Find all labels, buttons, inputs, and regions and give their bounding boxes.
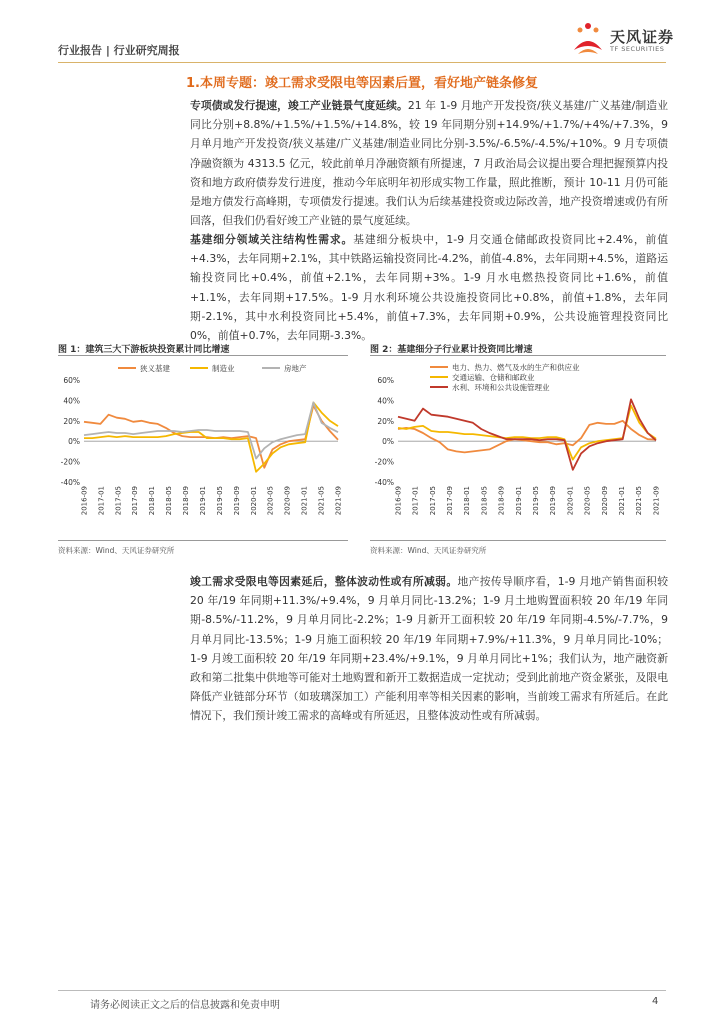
series-line-2 — [398, 406, 656, 460]
y-tick-label: -40% — [374, 478, 394, 487]
x-tick-label: 2021-05 — [317, 486, 326, 516]
logo-subtext: TF SECURITIES — [610, 45, 665, 53]
legend-label-3: 水利、环境和公共设施管理业 — [452, 383, 550, 392]
paragraph-3-text: 地产按传导顺序看，1-9 月地产销售面积较 20 年/19 年同期+11.3%/+9.4%，9 月单月同比-13.2%；1-9 月土地购置面积较 20 年/19 年同期-8.5%/-11.2%，9 月单月同比-2.2%；1-9 月新开工面积较 20 年/19 年同期-4.5%/-7.7%，9 月单月同比-13.5%；1-9 月施工面积较 20 年/19 年同期+7.9%/+11.3%，9 月单月同比-10%；1-9 月竣工面积较 20 年/19 年同期+23.4%/+9.1%，9 月单月同比+1%；我们认为，地产融资新政和第二批集中供地等可能对土地购置和新开工数据造成一定扰动；受到此前地产资金紧张，及限电降低产业链部分环节（如玻璃深加工）产能利用率等相关因素的影响，当前竣工需求有所延后。在此情况下，我们预计竣工需求的高峰或有所延迟，且整体波动性或有所减弱。 — [190, 575, 668, 723]
x-tick-label: 2019-09 — [232, 486, 241, 516]
x-tick-label: 2018-05 — [480, 486, 489, 516]
paragraph-3 — [190, 572, 668, 726]
x-tick-label: 2018-05 — [165, 486, 174, 516]
legend-label-1: 电力、热力、燃气及水的生产和供应业 — [452, 363, 580, 372]
figure-1-bottom-rule — [58, 540, 348, 541]
x-tick-label: 2020-01 — [249, 486, 258, 516]
figure-1-chart — [58, 358, 348, 538]
y-tick-label: 60% — [63, 376, 80, 385]
x-tick-label: 2017-05 — [114, 486, 123, 516]
figure-2-chart — [368, 358, 666, 538]
figure-1-rule — [58, 355, 348, 356]
figure-1-source: 资料来源：Wind、天风证券研究所 — [58, 546, 175, 555]
x-tick-label: 2016-09 — [80, 486, 89, 516]
x-tick-label: 2017-09 — [446, 486, 455, 516]
x-tick-label: 2020-09 — [600, 486, 609, 516]
x-tick-label: 2018-01 — [463, 486, 472, 516]
x-tick-label: 2019-01 — [514, 486, 523, 516]
y-tick-label: -40% — [60, 478, 80, 487]
y-tick-label: 40% — [377, 396, 394, 406]
paragraph-2 — [190, 230, 668, 345]
figure-1-title: 图 1：建筑三大下游板块投资累计同比增速 — [58, 345, 230, 355]
logo-icon — [566, 20, 610, 60]
y-tick-label: -20% — [374, 457, 394, 467]
x-tick-label: 2019-01 — [198, 486, 207, 516]
x-tick-label: 2018-09 — [182, 486, 191, 516]
figure-2-rule — [370, 355, 666, 356]
x-tick-label: 2018-01 — [148, 486, 157, 516]
x-tick-label: 2017-09 — [131, 486, 140, 516]
figure-2-bottom-rule — [370, 540, 666, 541]
x-tick-label: 2019-05 — [532, 486, 541, 516]
x-tick-label: 2021-09 — [334, 486, 343, 516]
x-tick-label: 2017-01 — [97, 486, 106, 516]
legend-label-1: 狭义基建 — [140, 364, 170, 373]
series-line-3 — [84, 402, 338, 458]
legend-label-2: 交通运输、仓储和邮政业 — [452, 373, 535, 382]
legend-label-2: 制造业 — [212, 364, 235, 373]
series-line-1 — [398, 421, 656, 453]
x-tick-label: 2021-05 — [635, 486, 644, 516]
footer-divider — [58, 990, 666, 991]
x-tick-label: 2021-09 — [652, 486, 661, 516]
page-number: 4 — [652, 996, 659, 1007]
y-tick-label: 60% — [377, 376, 394, 385]
x-tick-label: 2020-05 — [583, 486, 592, 516]
x-tick-label: 2020-05 — [266, 486, 275, 516]
x-tick-label: 2020-09 — [283, 486, 292, 516]
x-tick-label: 2021-01 — [618, 486, 627, 516]
header-divider — [58, 62, 666, 63]
paragraph-3-lead: 竣工需求受限电等因素延后，整体波动性或有所减弱。 — [190, 575, 458, 588]
y-tick-label: 0% — [382, 437, 394, 447]
paragraph-1 — [190, 96, 668, 230]
y-tick-label: 20% — [377, 416, 394, 426]
x-tick-label: 2017-05 — [428, 486, 437, 516]
x-tick-label: 2017-01 — [411, 486, 420, 516]
paragraph-2-text: 基建细分板块中，1-9 月交通仓储邮政投资同比+2.4%，前值+4.3%，去年同期+2.1%，其中铁路运输投资同比-4.2%，前值-4.8%，去年同期+4.5%，道路运输投资同比+0.4%，前值+2.1%，去年同期+3%。1-9 月水电燃热投资同比+1.6%，前值+1.1%，去年同期+17.5%。1-9 月水利环境公共设施投资同比+0.8%，前值+1.8%，去年同期-2.1%，其中水利投资同比+5.4%，前值+7.3%，去年同期+0.9%，公共设施管理投资同比 0%，前值+0.7%，去年同期-3.3%。 — [190, 233, 669, 343]
section-title: 1.本周专题：竣工需求受限电等因素后置，看好地产链条修复 — [186, 76, 538, 91]
paragraph-2-lead: 基建细分领域关注结构性需求。 — [190, 233, 354, 246]
x-tick-label: 2018-09 — [497, 486, 506, 516]
x-tick-label: 2021-01 — [300, 486, 309, 516]
paragraph-1-text: 21 年 1-9 月地产开发投资/狭义基建/广义基建/制造业同比分别+8.8%/+1.5%/+1.5%/+14.8%，较 19 年同期分别+14.9%/+1.7%/+4%/+7.3%，9 月单月地产开发投资/狭义基建/广义基建/制造业同比分别-3.5%/-6.5%/-4.5%/+10%。9 月专项债净融资额为 4313.5 亿元，较此前单月净融资额有所提速，7 月政治局会议提出要合理把握预算内投资和地方政府债券发行进度，推动今年底明年初形成实物工作量，照此推断，预计 10-11 月仍可能是地方债发行高峰期，专项债发行提速。我们认为后续基建投资或边际改善，地产投资增速或仍有所回落，但我们仍看好竣工产业链的景气度延续。 — [190, 99, 668, 228]
header-title: 行业报告 | 行业研究周报 — [58, 44, 180, 57]
x-tick-label: 2019-09 — [549, 486, 558, 516]
legend-label-3: 房地产 — [284, 364, 307, 373]
series-line-3 — [398, 399, 656, 469]
footer-disclaimer: 请务必阅读正文之后的信息披露和免责申明 — [90, 1000, 280, 1011]
figure-2-title: 图 2：基建细分子行业累计投资同比增速 — [370, 345, 533, 355]
figure-2-source: 资料来源：Wind、天风证券研究所 — [370, 546, 487, 555]
x-tick-label: 2020-01 — [566, 486, 575, 516]
x-tick-label: 2016-09 — [394, 486, 403, 516]
paragraph-1-lead: 专项债或发行提速，竣工产业链景气度延续。 — [190, 99, 408, 112]
y-tick-label: 20% — [63, 416, 80, 426]
y-tick-label: 40% — [63, 396, 80, 406]
x-tick-label: 2019-05 — [215, 486, 224, 516]
logo-text: 天风证券 — [610, 28, 675, 46]
y-tick-label: 0% — [68, 437, 80, 447]
y-tick-label: -20% — [60, 457, 80, 467]
